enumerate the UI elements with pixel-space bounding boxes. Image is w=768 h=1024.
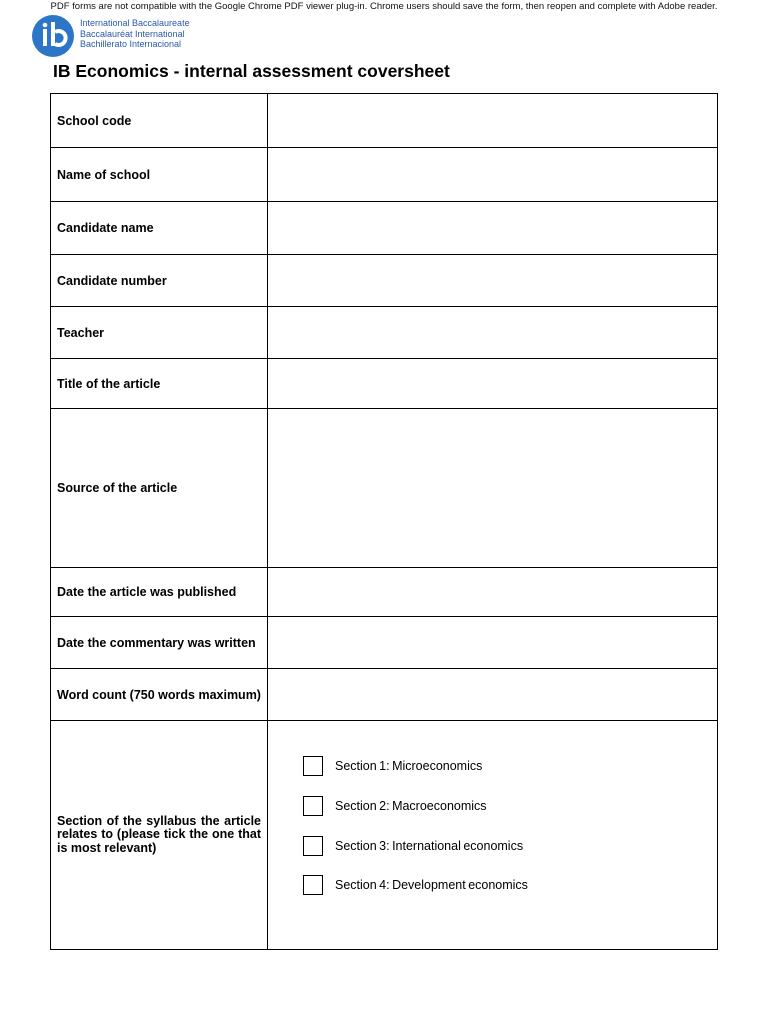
- international-economics-option-label: Section 3: International economics: [335, 839, 524, 853]
- form-row-article-title: [51, 359, 718, 409]
- candidate-number-label: Candidate number: [51, 255, 268, 307]
- date-written-label: Date the commentary was written: [51, 617, 268, 669]
- document-title: IB Economics - internal assessment coversheet: [53, 61, 450, 81]
- form-row-article-source: [51, 409, 718, 568]
- ib-logo-wordmark: [80, 18, 190, 50]
- date-written-input[interactable]: [268, 617, 717, 633]
- section-option-macroeconomics[interactable]: [303, 795, 487, 817]
- article-title-label: Title of the article: [51, 359, 268, 409]
- article-source-input[interactable]: [268, 409, 717, 425]
- date-published-input[interactable]: [268, 568, 717, 584]
- form-row-school-code: [51, 94, 718, 148]
- school-code-input[interactable]: [268, 94, 717, 110]
- macroeconomics-checkbox[interactable]: [303, 796, 323, 816]
- logo-line-english: International Baccalaureate: [80, 18, 190, 28]
- teacher-label: Teacher: [51, 307, 268, 359]
- school-name-input[interactable]: [268, 148, 717, 164]
- logo-line-french: Baccalauréat International: [80, 28, 185, 39]
- development-economics-checkbox[interactable]: [303, 875, 323, 895]
- word-count-label: Word count (750 words maximum): [51, 669, 268, 721]
- candidate-number-input[interactable]: [268, 255, 717, 271]
- ib-logo: [31, 14, 201, 58]
- section-option-development-economics[interactable]: [303, 874, 528, 896]
- form-row-date-published: [51, 568, 718, 617]
- teacher-input[interactable]: [268, 307, 717, 323]
- pdf-compatibility-notice: PDF forms are not compatible with the Google Chrome PDF viewer plug-in. Chrome users should save the form, then reopen and complete with Adobe reader.: [50, 1, 718, 12]
- article-title-input[interactable]: [268, 359, 717, 375]
- word-count-input[interactable]: [268, 669, 717, 685]
- form-row-word-count: [51, 669, 718, 721]
- candidate-name-label: Candidate name: [51, 202, 268, 255]
- school-code-label: School code: [51, 94, 268, 148]
- section-option-international-economics[interactable]: [303, 835, 523, 857]
- microeconomics-option-label: Section 1: Microeconomics: [335, 759, 483, 773]
- section-option-microeconomics[interactable]: [303, 755, 482, 777]
- international-economics-checkbox[interactable]: [303, 836, 323, 856]
- form-row-candidate-name: [51, 202, 718, 255]
- form-row-candidate-number: [51, 255, 718, 307]
- form-row-school-name: [51, 148, 718, 202]
- microeconomics-checkbox[interactable]: [303, 756, 323, 776]
- date-published-label: Date the article was published: [51, 568, 268, 617]
- coversheet-form: [50, 93, 718, 950]
- form-row-date-written: [51, 617, 718, 669]
- form-row-teacher: [51, 307, 718, 359]
- syllabus-section-label: Section of the syllabus the article relates to (please tick the one that is most relevant): [51, 721, 268, 950]
- form-row-syllabus-section: [51, 721, 718, 950]
- logo-line-spanish: Bachillerato Internacional: [80, 39, 182, 49]
- article-source-label: Source of the article: [51, 409, 268, 568]
- development-economics-option-label: Section 4: Development economics: [335, 878, 528, 892]
- candidate-name-input[interactable]: [268, 202, 717, 218]
- ib-logo-icon: [31, 14, 75, 58]
- macroeconomics-option-label: Section 2: Macroeconomics: [335, 799, 487, 813]
- school-name-label: Name of school: [51, 148, 268, 202]
